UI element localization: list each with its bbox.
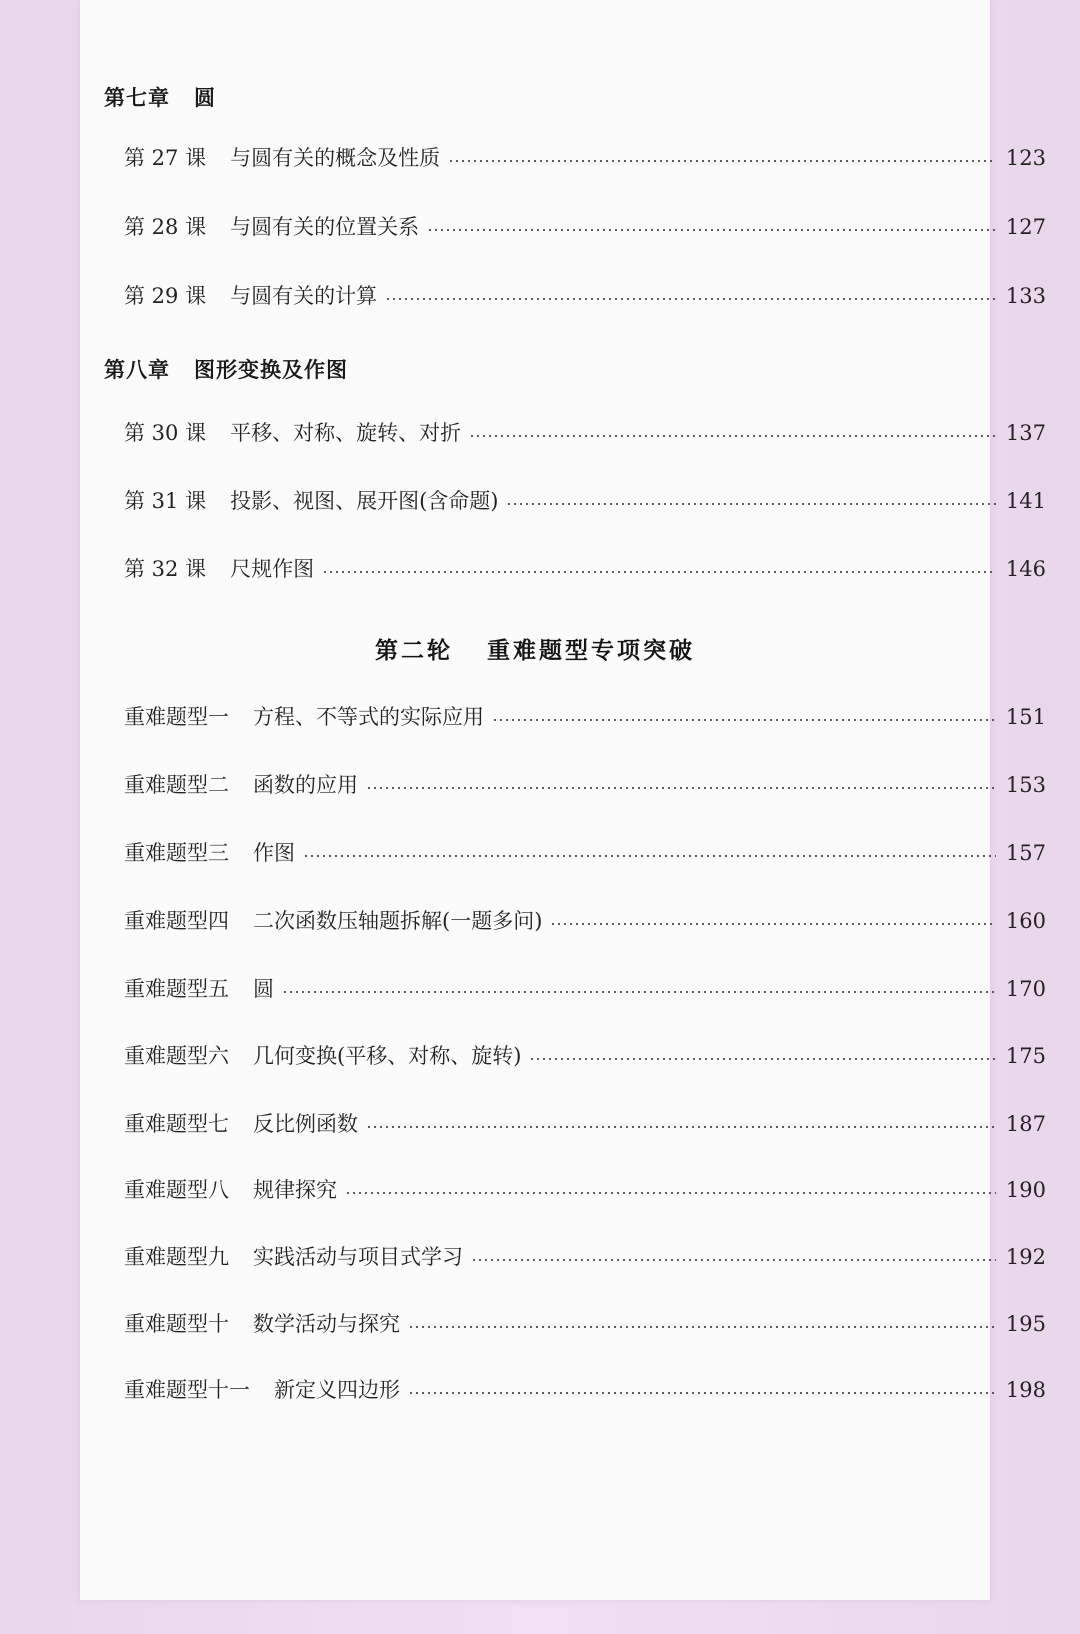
toc-entry[interactable] [124, 1309, 1046, 1339]
chapter-heading [104, 82, 216, 112]
toc-entry[interactable] [124, 418, 1046, 448]
chapter-heading [104, 354, 348, 384]
dot-leader [303, 855, 996, 857]
toc-entry[interactable] [124, 143, 1046, 173]
page-number: 195 [1005, 1312, 1046, 1336]
entry-title: 函数的应用 [253, 773, 358, 797]
lesson-number: 第 27 课 [124, 146, 207, 170]
part-title: 重难题型专项突破 [487, 638, 695, 664]
page-number: 160 [1005, 909, 1046, 933]
page-number: 190 [1005, 1178, 1046, 1202]
entry-title: 投影、视图、展开图(含命题) [230, 489, 499, 513]
topic-number: 重难题型十一 [124, 1378, 250, 1402]
toc-entry[interactable] [124, 1041, 1046, 1071]
part-number: 第二轮 [375, 638, 453, 664]
chapter-title: 图形变换及作图 [194, 358, 348, 382]
entry-title: 与圆有关的概念及性质 [230, 146, 441, 170]
page-number: 192 [1005, 1245, 1046, 1269]
dot-leader [408, 1392, 996, 1394]
dot-leader [448, 160, 996, 162]
dot-leader [529, 1058, 996, 1060]
entry-title: 作图 [253, 841, 295, 865]
topic-number: 重难题型一 [124, 705, 229, 729]
toc-entry[interactable] [124, 838, 1046, 868]
toc-entry[interactable] [124, 554, 1046, 584]
lesson-number: 第 31 课 [124, 489, 207, 513]
page-number: 123 [1005, 146, 1046, 170]
toc-entry[interactable] [124, 702, 1046, 732]
entry-title: 反比例函数 [253, 1112, 358, 1136]
dot-leader [322, 571, 996, 573]
entry-title: 实践活动与项目式学习 [253, 1245, 463, 1269]
toc-entry[interactable] [124, 1242, 1046, 1272]
topic-number: 重难题型三 [124, 841, 229, 865]
part-heading [80, 632, 990, 665]
dot-leader [427, 229, 996, 231]
dot-leader [408, 1326, 996, 1328]
toc-page [80, 0, 1046, 1600]
page-number: 198 [1005, 1378, 1046, 1402]
toc-entry[interactable] [124, 1109, 1046, 1139]
entry-title: 几何变换(平移、对称、旋转) [253, 1044, 522, 1068]
dot-leader [550, 923, 996, 925]
page-number: 153 [1005, 773, 1046, 797]
page-number: 187 [1005, 1112, 1046, 1136]
chapter-number: 第八章 [104, 358, 170, 382]
lesson-number: 第 29 课 [124, 284, 207, 308]
page-number: 170 [1005, 977, 1046, 1001]
entry-title: 数学活动与探究 [253, 1312, 400, 1336]
dot-leader [385, 298, 996, 300]
page-number: 133 [1005, 284, 1046, 308]
page-number: 141 [1005, 489, 1046, 513]
topic-number: 重难题型五 [124, 977, 229, 1001]
topic-number: 重难题型七 [124, 1112, 229, 1136]
topic-number: 重难题型九 [124, 1245, 229, 1269]
dot-leader [282, 991, 996, 993]
page-number: 151 [1005, 705, 1046, 729]
toc-entry[interactable] [124, 770, 1046, 800]
dot-leader [469, 435, 996, 437]
dot-leader [471, 1259, 996, 1261]
entry-title: 圆 [253, 977, 274, 1001]
topic-number: 重难题型十 [124, 1312, 229, 1336]
entry-title: 二次函数压轴题拆解(一题多问) [253, 909, 543, 933]
topic-number: 重难题型八 [124, 1178, 229, 1202]
chapter-number: 第七章 [104, 86, 170, 110]
topic-number: 重难题型四 [124, 909, 229, 933]
toc-entry[interactable] [124, 906, 1046, 936]
lesson-number: 第 32 课 [124, 557, 207, 581]
entry-title: 规律探究 [253, 1178, 337, 1202]
lesson-number: 第 30 课 [124, 421, 207, 445]
entry-title: 与圆有关的位置关系 [230, 215, 420, 239]
dot-leader [506, 503, 995, 505]
entry-title: 平移、对称、旋转、对折 [230, 421, 462, 445]
topic-number: 重难题型二 [124, 773, 229, 797]
page-number: 175 [1005, 1044, 1046, 1068]
toc-entry[interactable] [124, 974, 1046, 1004]
page-number: 137 [1005, 421, 1046, 445]
toc-entry[interactable] [124, 1175, 1046, 1205]
entry-title: 与圆有关的计算 [230, 284, 378, 308]
page-number: 157 [1005, 841, 1046, 865]
lesson-number: 第 28 课 [124, 215, 207, 239]
dot-leader [366, 1126, 996, 1128]
toc-entry[interactable] [124, 486, 1046, 516]
toc-entry[interactable] [124, 281, 1046, 311]
page-number: 146 [1005, 557, 1046, 581]
dot-leader [345, 1192, 996, 1194]
entry-title: 新定义四边形 [274, 1378, 400, 1402]
toc-entry[interactable] [124, 1375, 1046, 1405]
topic-number: 重难题型六 [124, 1044, 229, 1068]
toc-entry[interactable] [124, 212, 1046, 242]
dot-leader [492, 719, 996, 721]
chapter-title: 圆 [194, 86, 216, 110]
dot-leader [366, 787, 996, 789]
page-number: 127 [1005, 215, 1046, 239]
entry-title: 尺规作图 [230, 557, 315, 581]
entry-title: 方程、不等式的实际应用 [253, 705, 484, 729]
